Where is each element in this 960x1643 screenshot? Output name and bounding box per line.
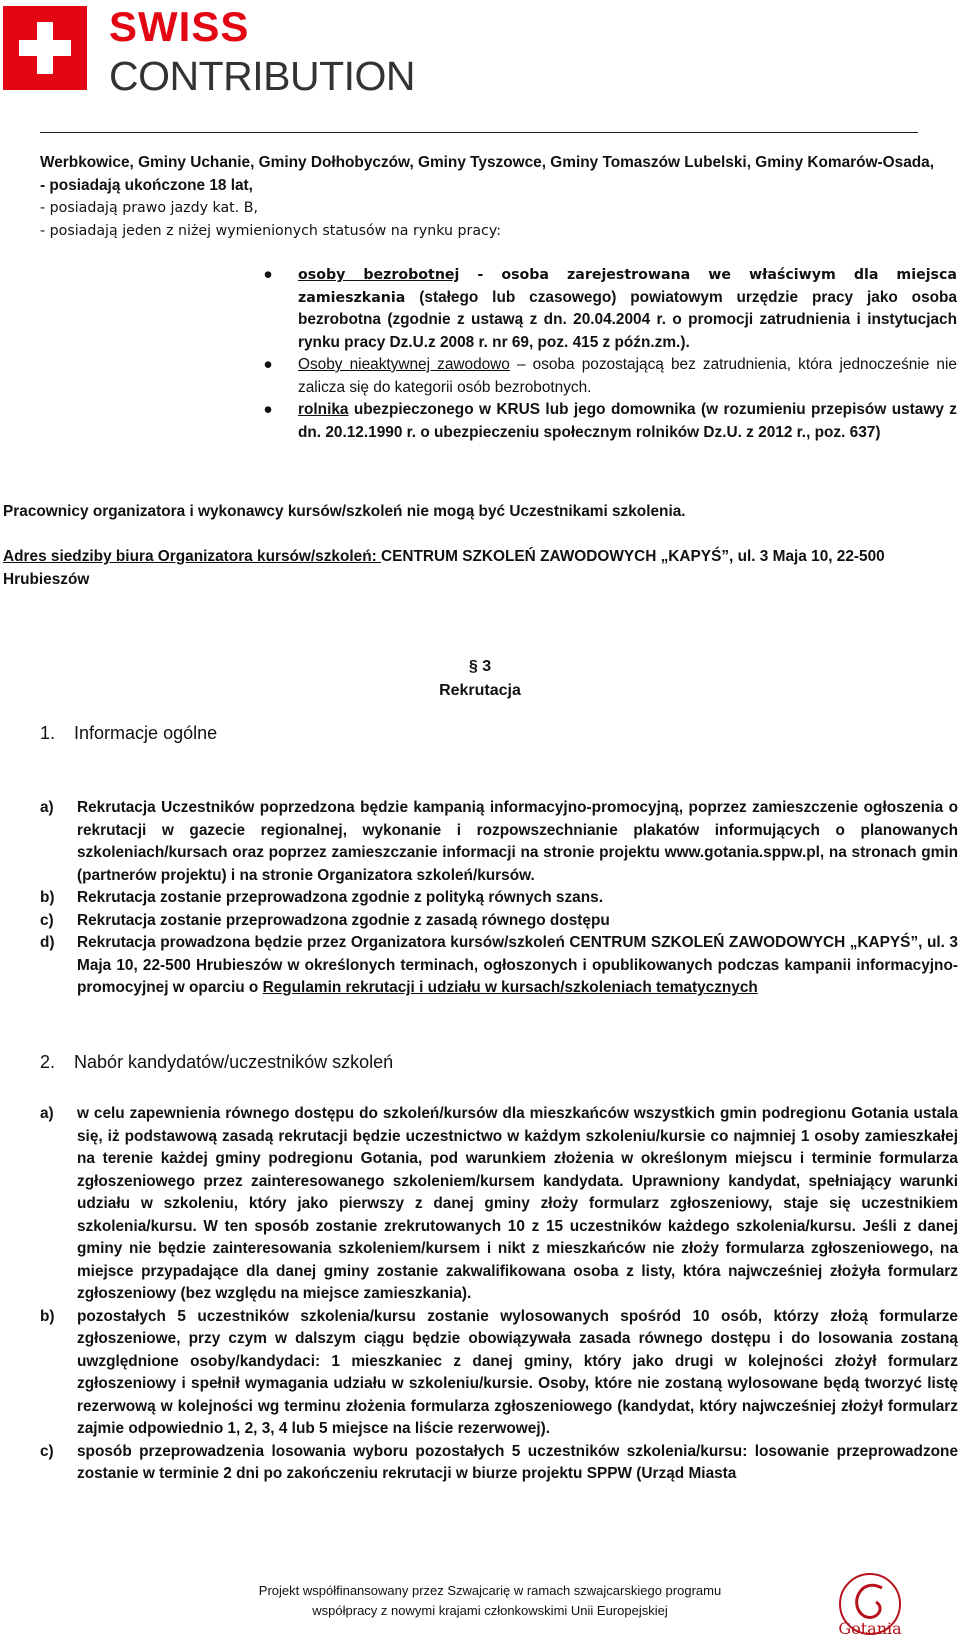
section-title: Rekrutacja [439, 682, 521, 699]
gotania-logo [820, 1566, 920, 1638]
logo-contribution-text: CONTRIBUTION [109, 53, 416, 99]
status-text-part: - osoba zarejestrowana we właściwym dla miejsca zamieszkania [298, 267, 957, 306]
gotania-logo-text: Gotania [838, 1619, 902, 1638]
status-item-farmer [262, 399, 957, 444]
item-text: sposób przeprowadzenia losowania wyboru pozostałych 5 uczestników szkolenia/kursu: losowanie przeprowadzone zostanie w terminie 2 dni po zakończeniu rekrutacji w biurze projektu SPPW (Urząd Miasta [77, 1442, 958, 1482]
section-number: § 3 [468, 658, 492, 675]
item-text: pozostałych 5 uczestników szkolenia/kursu zostanie wylosowanych spośród 10 osób, którzy złożą formularze zgłoszeniowe, przy czym w dalszym ciągu będzie obowiązywała zasada równego dostępu i do losowania zostaną uwzględnione osoby/kandydaci: 1 mieszkaniec z danej gminy, który jako drugi w kolejności złożył formularz zgłoszeniowy i spełnił wymagania udziału w szkoleniu/kursie. Osoby, które nie zostaną wylosowane będą tworzyć listę rezerwową w kolejności wg terminu złożenia formularza zgłoszeniowego (kandydat, który najwcześniej złożył formularz zajmie odpowiednio 1, 2, 3, 4 lub 5 miejsce na liście rezerwowej). [77, 1307, 958, 1437]
section-heading [400, 655, 560, 703]
page-footer [130, 1581, 850, 1621]
status-term: Osoby nieaktywnej zawodowo [298, 356, 510, 373]
part2-item-a [40, 1103, 958, 1306]
bullet-icon: ● [263, 401, 273, 418]
requirement-license: - posiadają prawo jazdy kat. B, [40, 200, 258, 216]
item-text: Rekrutacja zostanie przeprowadzona zgodnie z zasadą równego dostępu [77, 911, 610, 929]
logo-swiss-text: SWISS [109, 3, 250, 50]
part2-list [40, 1103, 958, 1486]
intro-locations: Werbkowice, Gminy Uchanie, Gminy Dołhobyczów, Gminy Tyszowce, Gminy Tomaszów Lubelski, Gminy Komarów-Osada, [40, 154, 934, 171]
item-text: w celu zapewnienia równego dostępu do szkoleń/kursów dla mieszkańców wszystkich gmin podregionu Gotania ustala się, iż podstawową zasadą rekrutacji będzie uczestnictwo w każdym szkoleniu/kursie co najmniej 1 osoby zamieszkałej na terenie każdej gminy podregionu Gotania, pod warunkiem złożenia w określonym miejscu i terminie formularza zgłoszeniowego przez zainteresowanego szkoleniem/kursem kandydata. Uprawniony kandydat, spełniający warunki udziału w szkoleniu, który jako pierwszy z danej gminy złoży formularz zgłoszeniowy, staje się uczestnikiem szkolenia/kursu. W ten sposób zostanie zrekrutowanych 10 z 15 uczestników każdego szkolenia/kursu. Jeśli z danej gminy nie będzie zainteresowania szkoleniem/kursem i nikt z mieszkańców nie złoży formularza zgłoszeniowego, na miejsce przypadające dla danej gminy zostanie zakwalifikowana osoba z listy, która najwcześniej złożyła formularz zgłoszeniowy (bez względu na miejsce zamieszkania). [77, 1105, 958, 1302]
item-label: c) [40, 1442, 54, 1460]
swiss-contribution-logo [3, 3, 423, 99]
part2-title: Nabór kandydatów/uczestników szkoleń [74, 1052, 394, 1072]
part1-heading [40, 722, 640, 745]
item-label: b) [40, 889, 55, 906]
footer-line-1: Projekt współfinansowany przez Szwajcarię w ramach szwajcarskiego programu [258, 1583, 722, 1598]
address-label: Adres siedziby biura Organizatora kursów/szkoleń: [3, 548, 382, 565]
status-item-inactive [262, 354, 957, 399]
workers-note: Pracownicy organizatora i wykonawcy kursów/szkoleń nie mogą być Uczestnikami szkolenia. [3, 503, 686, 520]
item-label: b) [40, 1307, 55, 1325]
address-value: CENTRUM SZKOLEŃ ZAWODOWYCH „KAPYŚ”, ul. 3 Maja 10, 22-500 Hrubieszów [3, 548, 885, 588]
status-term: rolnika [298, 401, 349, 418]
regulation-link[interactable]: Regulamin rekrutacji i udziału w kursach/szkoleniach tematycznych [262, 979, 758, 996]
bullet-icon: ● [263, 356, 273, 373]
status-text: ubezpieczonego w KRUS lub jego domownika (w rozumieniu przepisów ustawy z dn. 20.12.1990 r. o ubezpieczeniu społecznym rolników Dz.U. z 2012 r., poz. 637) [298, 401, 957, 441]
status-text-rest: (stałego lub czasowego) powiatowym urzędzie pracy jako osoba bezrobotna (zgodnie z ustawą z dn. 20.04.2004 r. o promocji zatrudnienia i instytucjach rynku pracy Dz.U.z 2008 r. nr 69, poz. 415 z późn.zm.). [298, 288, 957, 351]
item-text: Rekrutacja zostanie przeprowadzona zgodnie z polityką równych szans. [77, 889, 603, 906]
status-text: – osoba pozostającą bez zatrudnienia, która jednocześnie nie zalicza się do kategorii osób bezrobotnych. [298, 356, 957, 396]
item-label: c) [40, 911, 54, 929]
part2-heading [40, 1051, 740, 1074]
swiss-cross-icon [3, 6, 87, 90]
item-label: d) [40, 934, 55, 951]
status-list [262, 264, 957, 444]
bullet-icon: ● [263, 266, 273, 283]
header-divider [40, 132, 918, 133]
part1-item-b [40, 887, 958, 910]
part2-item-c [40, 1441, 958, 1486]
part2-number: 2. [40, 1052, 56, 1072]
intro-requirements [40, 197, 958, 242]
footer-line-2: współpracy z nowymi krajami członkowskimi Unii Europejskiej [312, 1603, 668, 1618]
item-text: Rekrutacja Uczestników poprzedzona będzie kampanią informacyjno-promocyjną, poprzez zamieszczenie ogłoszenia o rekrutacji w gazecie regionalnej, wykonanie i rozpowszechnianie plakatów informujących o planowanych szkoleniach/kursach oraz poprzez zamieszczanie informacji na stronie projektu www.gotania.sppw.pl, na stronach gmin (partnerów projektu) i na stronie Organizatora szkoleń/kursów. [77, 799, 958, 884]
requirement-age: - posiadają ukończone 18 lat, [40, 176, 253, 194]
part1-title: Informacje ogólne [74, 723, 218, 743]
part2-item-b [40, 1306, 958, 1441]
item-text: Rekrutacja prowadzona będzie przez Organizatora kursów/szkoleń CENTRUM SZKOLEŃ ZAWODOWYCH „KAPYŚ”, ul. 3 Maja 10, 22-500 Hrubieszów w określonych terminach, ogłoszonych i opublikowanych podczas kampanii informacyjno-promocyjnej w oparciu o [77, 934, 958, 996]
requirement-status: - posiadają jeden z niżej wymienionych statusów na rynku pracy: [40, 222, 501, 239]
gotania-emblem-icon [820, 1566, 920, 1638]
part1-item-a [40, 797, 958, 887]
organizer-address [3, 546, 958, 591]
item-label: a) [40, 799, 54, 816]
part1-item-d [40, 932, 958, 1000]
part1-list [40, 797, 958, 1000]
part1-number: 1. [40, 723, 56, 743]
status-term: osoby bezrobotnej [298, 267, 460, 283]
intro-text [40, 152, 958, 197]
item-label: a) [40, 1105, 54, 1122]
part1-item-c [40, 910, 958, 933]
status-item-unemployed [262, 264, 957, 354]
